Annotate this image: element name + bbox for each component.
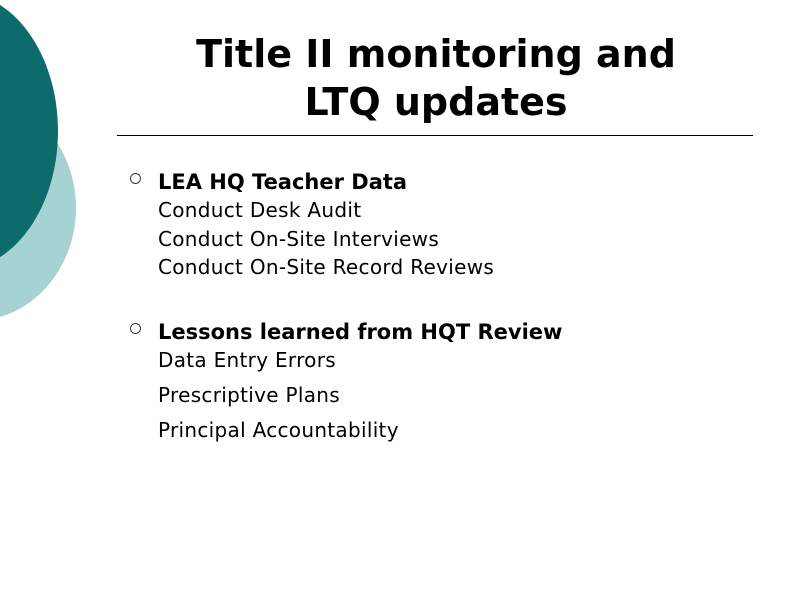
bullet-heading: Lessons learned from HQT Review (158, 320, 563, 344)
bullet-subitem: Principal Accountability (158, 418, 399, 442)
slide-title (118, 30, 754, 126)
bullet-text (158, 168, 494, 282)
bullet-subitem: Conduct On-Site Interviews (158, 226, 440, 251)
bullet-subitem: Prescriptive Plans (158, 383, 340, 407)
title-divider (117, 135, 753, 136)
title-line-1: Title II monitoring and (196, 32, 676, 76)
hollow-circle-bullet-icon (130, 323, 141, 334)
bullet-lessons-learned (130, 318, 562, 448)
bullet-text (158, 318, 562, 448)
bullet-heading: LEA HQ Teacher Data (158, 170, 408, 194)
title-line-2: LTQ updates (304, 80, 568, 124)
bullet-hq-teacher-data (130, 168, 494, 282)
bullet-subitem: Conduct Desk Audit (158, 198, 362, 222)
hollow-circle-bullet-icon (130, 173, 141, 184)
bullet-subitem: Data Entry Errors (158, 348, 336, 372)
bullet-subitem: Conduct On-Site Record Reviews (158, 255, 495, 279)
